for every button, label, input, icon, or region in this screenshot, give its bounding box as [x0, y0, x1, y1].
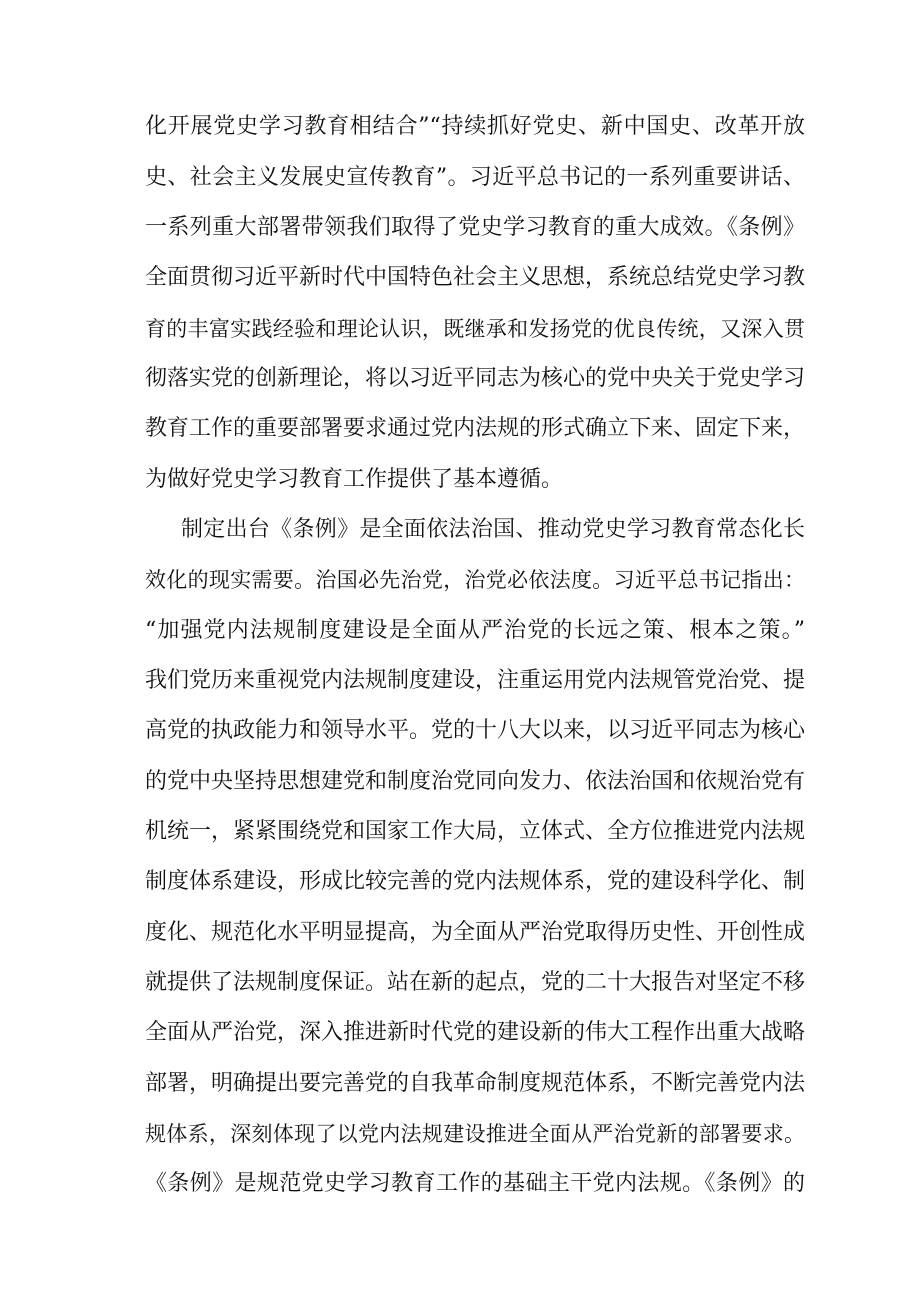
text-line-7: 教育工作的重要部署要求通过党内法规的形式确立下来、固定下来，	[145, 416, 805, 441]
text-line-20: 部署，明确提出要完善党的自我革命制度规范体系，不断完善党内法	[145, 1071, 805, 1096]
text-line-6: 彻落实党的创新理论，将以习近平同志为核心的党中央关于党史学习	[145, 366, 805, 391]
text-line-17: 度化、规范化水平明显提高，为全面从严治党取得历史性、开创性成	[145, 920, 805, 945]
text-line-16: 制度体系建设，形成比较完善的党内法规体系，党的建设科学化、制	[145, 869, 805, 894]
text-line-18: 就提供了法规制度保证。站在新的起点，党的二十大报告对坚定不移	[145, 970, 805, 995]
text-line-9: 制定出台《条例》是全面依法治国、推动党史学习教育常态化长	[181, 517, 805, 542]
text-line-15: 机统一，紧紧围绕党和国家工作大局，立体式、全方位推进党内法规	[145, 819, 805, 844]
text-line-8: 为做好党史学习教育工作提供了基本遵循。	[145, 467, 564, 492]
text-line-12: 我们党历来重视党内法规制度建设，注重运用党内法规管党治党、提	[145, 668, 805, 693]
text-line-10: 效化的现实需要。治国必先治党，治党必依法度。习近平总书记指出：	[145, 568, 805, 592]
text-line-3: 一系列重大部署带领我们取得了党史学习教育的重大成效。《条例》	[145, 215, 805, 240]
text-line-13: 高党的执政能力和领导水平。党的十八大以来，以习近平同志为核心	[145, 718, 805, 743]
text-line-1: 化开展党史学习教育相结合”“持续抓好党史、新中国史、改革开放	[145, 114, 805, 139]
text-line-19: 全面从严治党，深入推进新时代党的建设新的伟大工程作出重大战略	[145, 1020, 805, 1045]
text-line-14: 的党中央坚持思想建党和制度治党同向发力、依法治国和依规治党有	[145, 769, 805, 794]
text-line-2: 史、社会主义发展史宣传教育”。习近平总书记的一系列重要讲话、	[145, 165, 805, 190]
text-line-4: 全面贯彻习近平新时代中国特色社会主义思想，系统总结党史学习教	[145, 265, 805, 290]
text-line-5: 育的丰富实践经验和理论认识，既继承和发扬党的优良传统，又深入贯	[145, 317, 805, 341]
text-line-11: “加强党内法规制度建设是全面从严治党的长远之策、根本之策。”	[145, 618, 805, 643]
text-line-21: 规体系，深刻体现了以党内法规建设推进全面从严治党新的部署要求。	[145, 1122, 805, 1146]
text-line-22: 《条例》是规范党史学习教育工作的基础主干党内法规。《条例》的	[145, 1171, 805, 1196]
